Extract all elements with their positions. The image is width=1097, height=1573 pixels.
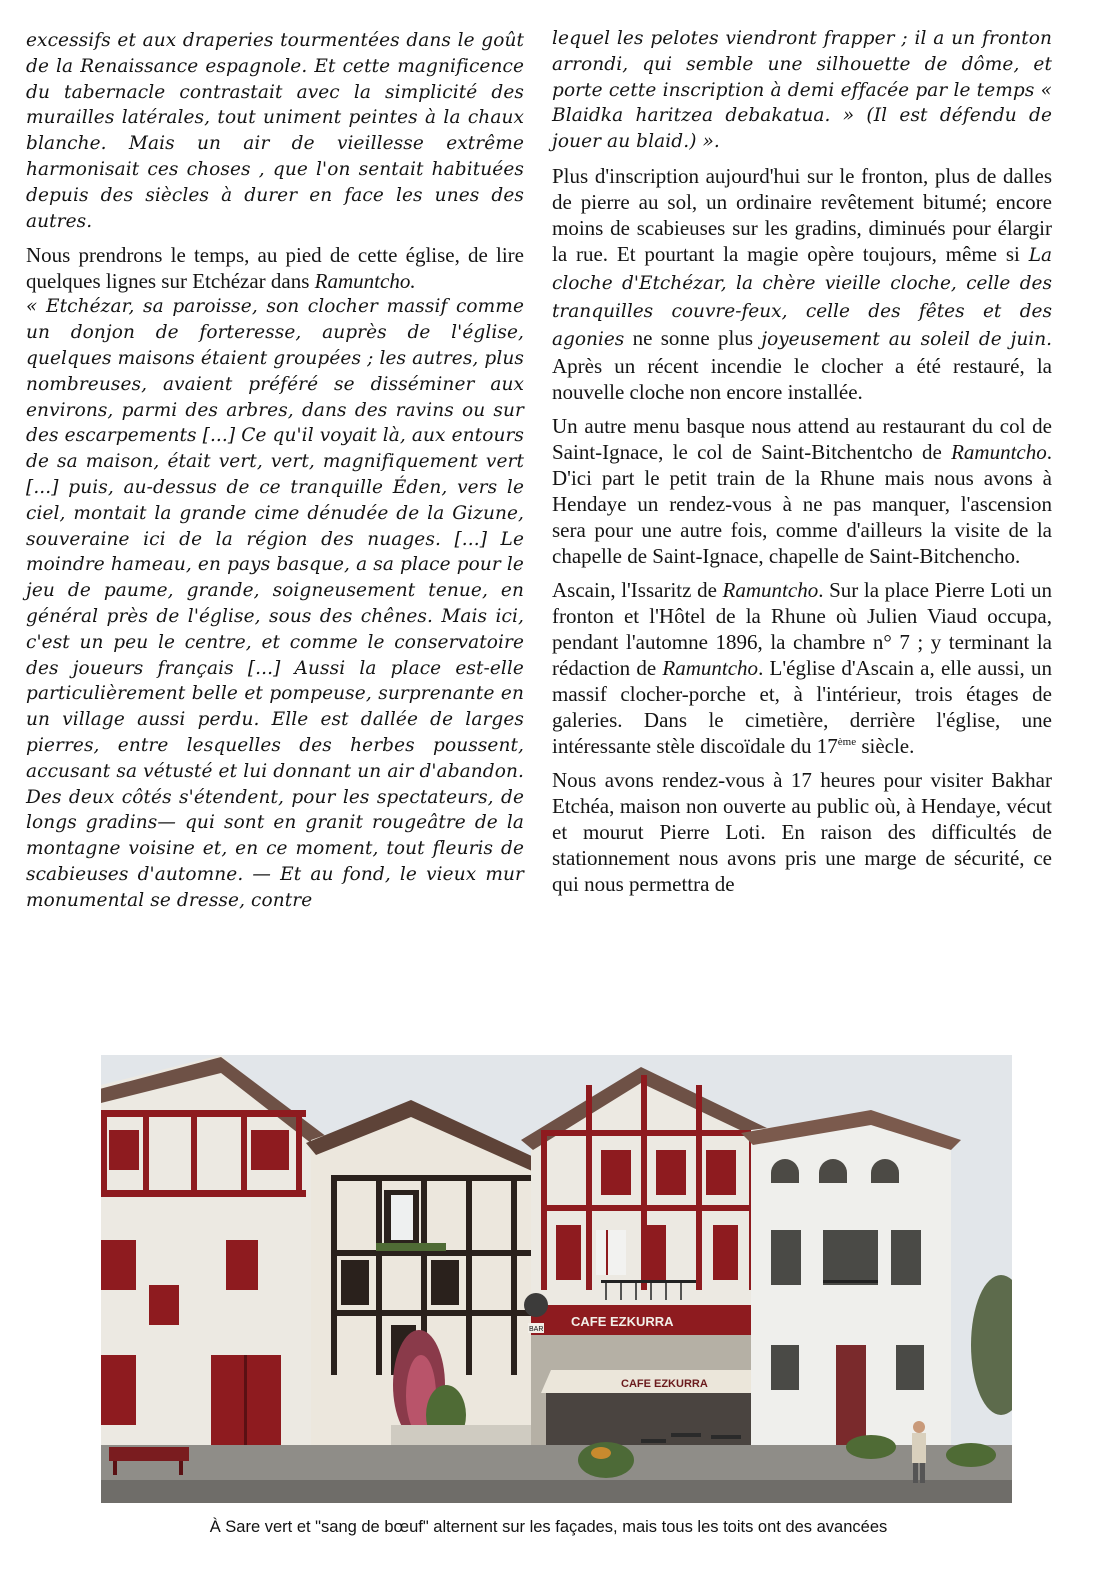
right-p3-text-b: . Sur la place Pierre Loti un fronton et l'Hôtel de la Rhune où Julien Viaud occupa, pendant l'automne 1896, la chambre n° 7 ; y terminant la rédaction de (552, 577, 1052, 680)
right-paragraph-2 (552, 413, 1052, 569)
village-illustration (101, 1055, 1012, 1503)
right-p1-quote-2: joyeusement au soleil de juin. (761, 328, 1053, 350)
photo-caption: À Sare vert et "sang de bœuf" alternent sur les façades, mais tous les toits ont des avancées (209, 1518, 888, 1536)
left-paragraph-2-text: Nous prendrons le temps, au pied de cette église, de lire quelques lignes sur Etchézar dans (26, 243, 524, 294)
right-p3-text-c: . L'église d'Ascain a, elle aussi, un massif clocher-porche et, à l'intérieur, trois étages de galeries. Dans le cimetière, derrière l'église, une intéressante stèle discoïdale du 17 (552, 655, 1052, 758)
right-p3-title-2: Ramuntcho (662, 655, 759, 680)
left-column (26, 28, 524, 922)
right-p1-text-b: ne sonne plus (632, 325, 754, 350)
right-p2-text-a: Un autre menu basque nous attend au restaurant du col de Saint-Ignace, le col de Saint-Bitchentcho de (552, 413, 1052, 464)
right-p3-text-a: Ascain, l'Issaritz de (552, 577, 717, 602)
right-paragraph-3 (552, 577, 1052, 759)
quote-continuation: lequel les pelotes viendront frapper ; il a un fronton arrondi, qui semble une silhouette de dôme, et porte cette inscription à demi effacée par le temps « Blaidka haritzea debakatua. » (Il est défendu de jouer au blaid.) ». (552, 28, 1052, 153)
left-paragraph-1: excessifs et aux draperies tourmentées dans le goût de la Renaissance espagnole. Et cette magnificence du tabernacle contrastait avec la simplicité des murailles latérales, tout uniment peintes à la chaux blanche. Mais un air de vieillesse extrême harmonisait ces choses , que l'on sentait habituées depuis des siècles à durer en face les unes des autres. (26, 30, 524, 232)
quote-ramuntcho: « Etchézar, sa paroisse, son clocher massif comme un donjon de forteresse, auprès de l'église, quelques maisons étaient groupées ; les autres, plus nombreuses, avaient préféré se disséminer aux environs, parmi des arbres, dans des ravins ou sur des escarpements [...] Ce qu'il voyait là, aux entours de sa maison, était vert, vert, magnifiquement vert [...] puis, au-dessus de ce tranquille Éden, vers le ciel, montait la grande cime dénudée de la Gizune, souveraine ici de la région des nuages. [...] Le moindre hameau, en pays basque, a sa place pour le jeu de paume, grande, soigneusement tenue, en général près de l'église, sous des chênes. Mais ici, c'est un peu le centre, et comme le conservatoire des joueurs français [...] Aussi la place est-elle particulièrement belle et pompeuse, surprenante en un village aussi perdu. Elle est dallée de larges pierres, entre lesquelles des herbes poussent, accusant sa vétusté et lui donnant un air d'abandon. Des deux côtés s'étendent, pour les spectateurs, de longs gradins— qui sont en granit rougeâtre de la montagne voisine et, en ce moment, tout fleuris de scabieuses d'automne. — Et au fond, le vieux mur monumental se dresse, contre (26, 296, 524, 911)
right-p2-title: Ramuntcho (951, 439, 1047, 464)
right-paragraph-4: Nous avons rendez-vous à 17 heures pour visiter Bakhar Etchéa, maison non ouverte au public où, à Hendaye, vécut et mourut Pierre Loti. En raison des difficultés de stationnement nous avons pris une marge de sécurité, ce qui nous permettra de (552, 767, 1052, 896)
right-column (552, 26, 1052, 905)
right-p1-text-a: Plus d'inscription aujourd'hui sur le fronton, plus de dalles de pierre au sol, un ordinaire revêtement bitumé; encore moins de scabieuses sur les gradins, diminués pour élargir la rue. Et pourtant la magie opère toujours, même si (552, 163, 1052, 266)
right-p1-quote-1: La cloche d'Etchézar, la chère vieille cloche, celle des tranquilles couvre-feux, celle des fêtes et des agonies (552, 244, 1053, 350)
bar-sign: BAR (529, 1326, 544, 1333)
right-paragraph-1 (552, 163, 1052, 405)
right-p1-text-c: Après un récent incendie le clocher a été restauré, la nouvelle cloche non encore installée. (552, 353, 1052, 404)
cafe-sign-upper: CAFE EZKURRA (571, 1314, 674, 1329)
right-p3-title-1: Ramuntcho (722, 577, 819, 602)
right-p2-text-b: . D'ici part le petit train de la Rhune mais nous avons à Hendaye un rendez-vous à ne pas manquer, l'ascension sera pour une autre fois, comme d'ailleurs la visite de la chapelle de Saint-Ignace, chapelle de Saint-Bitchencho. (552, 439, 1052, 568)
right-p3-text-d: siècle. (856, 733, 915, 758)
left-paragraph-2 (26, 242, 524, 294)
book-title: Ramuntcho. (314, 269, 416, 294)
superscript: ème (837, 735, 857, 748)
cafe-sign-awning: CAFE EZKURRA (621, 1378, 708, 1390)
village-photo (101, 1055, 1012, 1503)
